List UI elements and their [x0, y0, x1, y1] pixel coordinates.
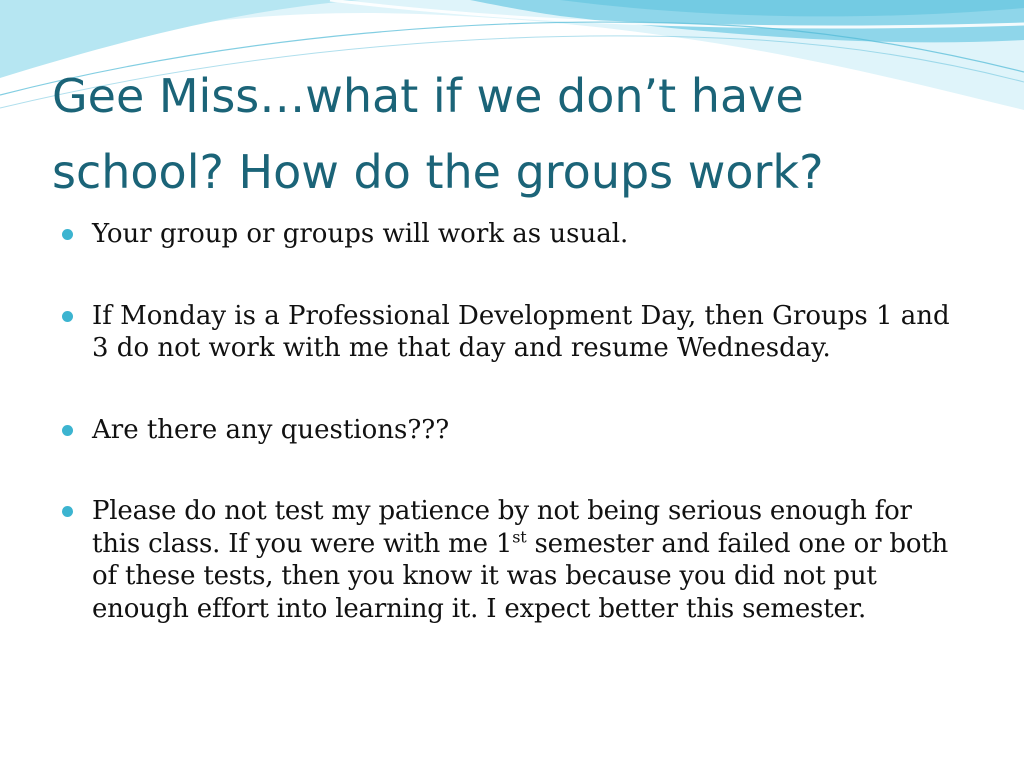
slide-title: Gee Miss…what if we don’t have school? How do the groups work? [52, 69, 824, 199]
bullet-text [92, 496, 948, 624]
bullet-text: Are there any questions??? [92, 414, 450, 445]
bullet-text: Your group or groups will work as usual. [92, 219, 629, 249]
circle-bullet-icon [62, 506, 73, 517]
bullet-item [62, 300, 962, 365]
circle-bullet-icon [62, 311, 73, 322]
bullet-text-part: Please do not test my patience by not being serious enough for this class. If you were with me 1 [92, 496, 912, 559]
bullet-text-part: semester and failed one or both of these tests, then you know it was because you did not put enough effort into learning it. I expect better this semester. [92, 528, 949, 624]
bullet-item [62, 414, 962, 447]
bullet-item [62, 495, 962, 625]
ordinal-suffix: st [512, 526, 527, 546]
circle-bullet-icon [62, 425, 73, 436]
bullet-item [62, 218, 962, 251]
circle-bullet-icon [62, 229, 73, 240]
bullet-text: If Monday is a Professional Development Day, then Groups 1 and 3 do not work with me that day and resume Wednesday. [92, 300, 950, 363]
bullet-list [62, 218, 962, 625]
